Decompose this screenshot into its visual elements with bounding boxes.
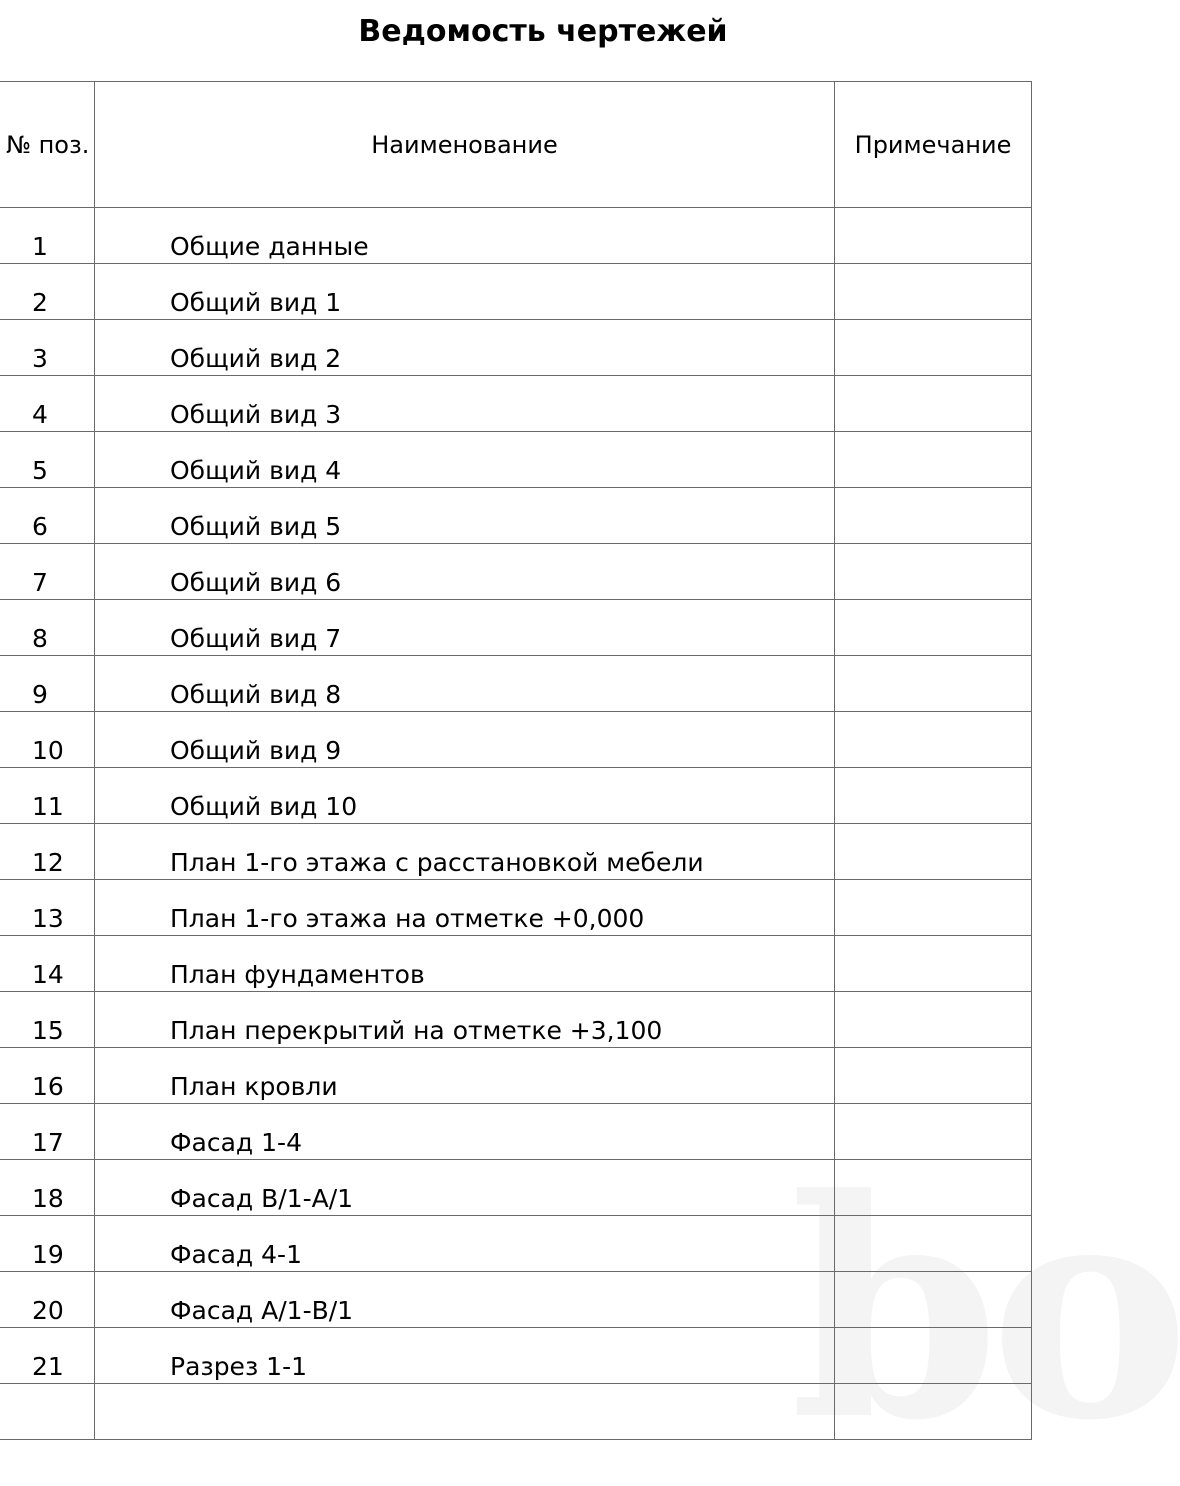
table-row <box>0 544 1032 600</box>
header-number: № поз. <box>0 82 95 208</box>
row-name-cell: План 1-го этажа с расстановкой мебели <box>95 824 835 880</box>
page-title: Ведомость чертежей <box>358 14 728 49</box>
row-note-cell <box>835 768 1032 824</box>
row-note-cell <box>835 600 1032 656</box>
row-name-cell: Общий вид 3 <box>95 376 835 432</box>
row-name-cell: План 1-го этажа на отметке +0,000 <box>95 880 835 936</box>
row-note-cell <box>835 936 1032 992</box>
row-note-cell <box>835 208 1032 264</box>
row-number-cell: 17 <box>0 1104 95 1160</box>
row-number-cell: 20 <box>0 1272 95 1328</box>
row-number-cell: 5 <box>0 432 95 488</box>
row-number-cell: 18 <box>0 1160 95 1216</box>
row-name-cell <box>95 1384 835 1440</box>
table-row <box>0 1104 1032 1160</box>
table-row <box>0 1160 1032 1216</box>
table-row <box>0 208 1032 264</box>
row-number-cell: 10 <box>0 712 95 768</box>
table-row <box>0 768 1032 824</box>
row-name-cell: Общий вид 7 <box>95 600 835 656</box>
row-number-cell: 14 <box>0 936 95 992</box>
drawings-list-table <box>0 81 1032 1440</box>
row-name-cell: Общий вид 6 <box>95 544 835 600</box>
row-note-cell <box>835 1384 1032 1440</box>
row-name-cell: Общий вид 8 <box>95 656 835 712</box>
row-number-cell: 16 <box>0 1048 95 1104</box>
table-row <box>0 1048 1032 1104</box>
table-row <box>0 936 1032 992</box>
table-row <box>0 1272 1032 1328</box>
row-name-cell: Разрез 1-1 <box>95 1328 835 1384</box>
row-number-cell: 2 <box>0 264 95 320</box>
row-name-cell: Фасад А/1-В/1 <box>95 1272 835 1328</box>
row-note-cell <box>835 320 1032 376</box>
row-number-cell: 13 <box>0 880 95 936</box>
row-name-cell: Фасад В/1-А/1 <box>95 1160 835 1216</box>
row-note-cell <box>835 488 1032 544</box>
table-row <box>0 712 1032 768</box>
row-note-cell <box>835 1104 1032 1160</box>
row-name-cell: Общий вид 9 <box>95 712 835 768</box>
row-name-cell: Общий вид 5 <box>95 488 835 544</box>
row-name-cell: Общий вид 1 <box>95 264 835 320</box>
table-row <box>0 1328 1032 1384</box>
row-name-cell: План фундаментов <box>95 936 835 992</box>
row-number-cell: 9 <box>0 656 95 712</box>
row-number-cell: 15 <box>0 992 95 1048</box>
row-name-cell: Общие данные <box>95 208 835 264</box>
header-name: Наименование <box>95 82 835 208</box>
table-row <box>0 1216 1032 1272</box>
row-note-cell <box>835 1160 1032 1216</box>
row-name-cell: План перекрытий на отметке +3,100 <box>95 992 835 1048</box>
row-name-cell: Общий вид 10 <box>95 768 835 824</box>
row-number-cell: 8 <box>0 600 95 656</box>
table-row <box>0 488 1032 544</box>
header-note: Примечание <box>835 82 1032 208</box>
table-row <box>0 264 1032 320</box>
row-note-cell <box>835 1216 1032 1272</box>
watermark-logo: bo <box>790 1133 1180 1486</box>
row-name-cell: Общий вид 4 <box>95 432 835 488</box>
row-name-cell: Фасад 1-4 <box>95 1104 835 1160</box>
row-note-cell <box>835 1272 1032 1328</box>
row-number-cell: 11 <box>0 768 95 824</box>
row-note-cell <box>835 656 1032 712</box>
row-number-cell: 21 <box>0 1328 95 1384</box>
row-note-cell <box>835 824 1032 880</box>
row-note-cell <box>835 264 1032 320</box>
row-number-cell: 12 <box>0 824 95 880</box>
table-row <box>0 432 1032 488</box>
table-row <box>0 1384 1032 1440</box>
row-name-cell: Общий вид 2 <box>95 320 835 376</box>
table-row <box>0 824 1032 880</box>
row-name-cell: План кровли <box>95 1048 835 1104</box>
row-note-cell <box>835 432 1032 488</box>
row-note-cell <box>835 1048 1032 1104</box>
row-note-cell <box>835 712 1032 768</box>
table-row <box>0 880 1032 936</box>
table-header-row <box>0 82 1032 208</box>
table-row <box>0 656 1032 712</box>
row-note-cell <box>835 992 1032 1048</box>
table-row <box>0 376 1032 432</box>
row-note-cell <box>835 880 1032 936</box>
row-number-cell: 1 <box>0 208 95 264</box>
row-number-cell: 4 <box>0 376 95 432</box>
row-number-cell: 6 <box>0 488 95 544</box>
row-number-cell <box>0 1384 95 1440</box>
table-row <box>0 320 1032 376</box>
row-number-cell: 7 <box>0 544 95 600</box>
row-number-cell: 3 <box>0 320 95 376</box>
row-number-cell: 19 <box>0 1216 95 1272</box>
row-note-cell <box>835 544 1032 600</box>
row-note-cell <box>835 376 1032 432</box>
row-note-cell <box>835 1328 1032 1384</box>
row-name-cell: Фасад 4-1 <box>95 1216 835 1272</box>
table-row <box>0 992 1032 1048</box>
table-row <box>0 600 1032 656</box>
